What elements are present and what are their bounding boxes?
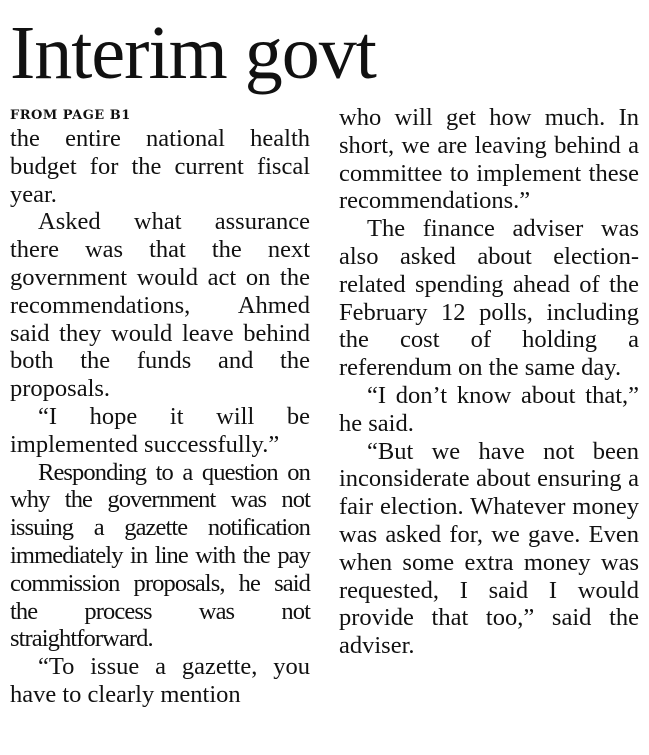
paragraph: “I don’t know about that,” he said. bbox=[339, 381, 639, 437]
headline: Interim govt bbox=[10, 11, 376, 95]
paragraph: “But we have not been inconsiderate about ensuring a fair election. Whatever money was asked for, we gave. Even when some extra money was requested, I said I would provide that too,” said the adviser. bbox=[339, 437, 639, 660]
paragraph: “To issue a gazette, you have to clearly mention bbox=[10, 653, 310, 708]
paragraph: “I hope it will be implemented successfully.” bbox=[10, 402, 310, 458]
paragraph: the entire national health budget for the current fiscal year. bbox=[10, 125, 310, 208]
article-column-left bbox=[10, 108, 310, 709]
paragraph: Responding to a question on why the government was not issuing a gazette notification immediately in line with the pay commission proposals, he said the process was not straightforward. bbox=[10, 458, 310, 653]
paragraph: who will get how much. In short, we are leaving behind a committee to implement these recommendations.” bbox=[339, 104, 639, 215]
continued-from-label: FROM PAGE B1 bbox=[10, 108, 131, 123]
paragraph: Asked what assurance there was that the next government would act on the recommendations, Ahmed said they would leave behind both the funds and the proposals. bbox=[10, 208, 310, 403]
paragraph: The finance adviser was also asked about election-related spending ahead of the February 12 polls, including the cost of holding a referendum on the same day. bbox=[339, 215, 639, 382]
article-column-right bbox=[339, 104, 639, 660]
